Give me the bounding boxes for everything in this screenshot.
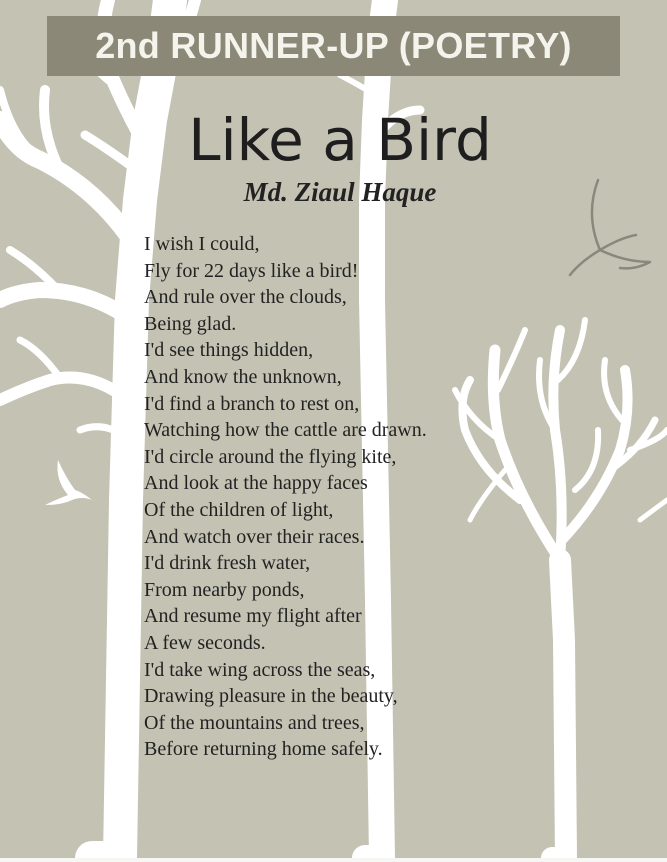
poem-line: Of the mountains and trees,	[144, 711, 365, 734]
poem-title: Like a Bird	[188, 106, 492, 174]
poem-line: A few seconds.	[144, 631, 266, 654]
bird-icon	[570, 180, 650, 275]
poem-line: And resume my flight after	[144, 605, 362, 628]
bird-icon	[45, 460, 92, 505]
poem-line: I'd drink fresh water,	[144, 552, 311, 575]
poem-line: And look at the happy faces	[144, 472, 368, 495]
award-banner: 2nd RUNNER-UP (POETRY)	[47, 16, 620, 76]
poem-line: And know the unknown,	[144, 365, 342, 388]
poem-line: And watch over their races.	[144, 525, 365, 548]
poem-line: I'd take wing across the seas,	[144, 658, 376, 681]
right-tree-icon	[455, 320, 667, 858]
poem-line: From nearby ponds,	[144, 578, 305, 601]
poem-line: I'd circle around the flying kite,	[144, 445, 397, 468]
poem-line: Being glad.	[144, 312, 237, 335]
poem-line: Of the children of light,	[144, 498, 334, 521]
bottom-margin	[0, 858, 667, 862]
poem-author: Md. Ziaul Haque	[243, 177, 437, 207]
poem-line: Drawing pleasure in the beauty,	[144, 685, 398, 708]
poem-line: I wish I could,	[144, 233, 260, 255]
poem-line: I'd see things hidden,	[144, 339, 314, 362]
poem-line: Before returning home safely.	[144, 738, 383, 761]
poem-line: Fly for 22 days like a bird!	[144, 259, 359, 282]
poem-body	[144, 231, 427, 763]
poem-line: Watching how the cattle are drawn.	[144, 419, 427, 442]
poem-line: And rule over the clouds,	[144, 286, 347, 309]
poem-line: I'd find a branch to rest on,	[144, 392, 360, 415]
